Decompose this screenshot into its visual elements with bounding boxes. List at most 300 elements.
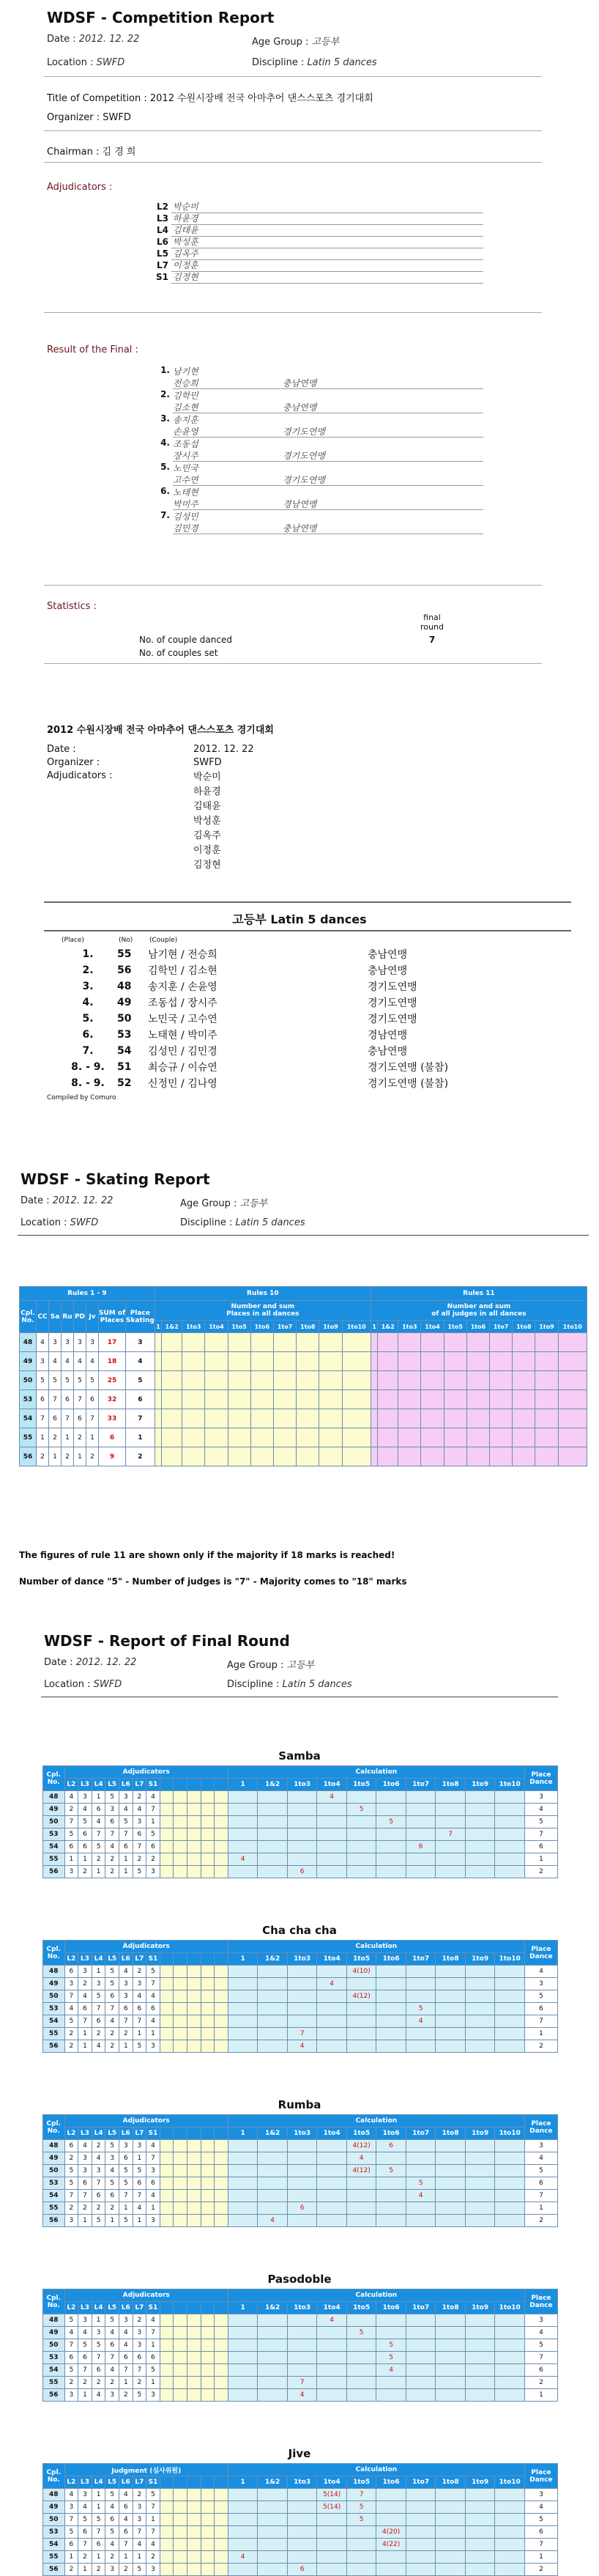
judge-mark [174, 2140, 187, 2152]
judge-mark: 2 [92, 1853, 105, 1866]
judge-mark: 7 [133, 2015, 146, 2028]
calc-cell [406, 2040, 436, 2053]
judge-code: L7 [133, 1779, 146, 1791]
judge-mark [215, 2152, 228, 2165]
judge-mark: 5 [64, 1828, 78, 1841]
rule10-cell [162, 1409, 182, 1428]
sum-of-places: 25 [99, 1371, 126, 1390]
calc-col-header: 1to10 [495, 2127, 525, 2140]
calc-cell [287, 1966, 317, 1978]
judge-mark: 5 [119, 2165, 133, 2177]
judge-mark: 6 [133, 2352, 146, 2364]
calc-cell [495, 2215, 525, 2227]
judge-code: S1 [146, 1779, 160, 1791]
judge-mark: 3 [146, 2215, 160, 2227]
judge-mark [215, 2327, 228, 2339]
summary-adjudicator: 이정훈 [193, 845, 221, 856]
judge-mark [160, 1866, 174, 1878]
judge-mark: 7 [78, 2364, 92, 2377]
calc-cell [228, 1990, 258, 2003]
judge-mark [174, 2028, 187, 2040]
judge-mark [201, 1966, 215, 1978]
judge-mark: 6 [119, 1841, 133, 1853]
judge-mark: 4 [64, 2003, 78, 2015]
calc-cell [465, 1978, 495, 1990]
calc-cell: 4 [376, 2364, 406, 2377]
calc-cell [406, 1990, 436, 2003]
judge-mark [160, 2015, 174, 2028]
adjudicators-header: Adjudicators [64, 1766, 228, 1779]
judge-mark: 2 [78, 2377, 92, 2389]
calc-cell [406, 1828, 436, 1841]
rules11-sub: Number and sum of all judges in all dances [371, 1301, 587, 1321]
rule11-cell [466, 1333, 489, 1352]
calc-col-header: 1to3 [182, 1321, 205, 1333]
calc-cell [258, 2202, 288, 2215]
judge-code: L6 [119, 1953, 133, 1966]
dance-row [43, 1990, 558, 2003]
judge-mark: 7 [133, 2190, 146, 2202]
calc-cell: 6 [287, 2564, 317, 2576]
judge-code: L5 [105, 1953, 119, 1966]
judge-mark [215, 2489, 228, 2501]
judge-mark: 5 [78, 1816, 92, 1828]
judge-code [201, 2476, 215, 2489]
calc-cell [495, 2040, 525, 2053]
calc-cell [436, 1990, 466, 2003]
rule10-cell [342, 1352, 371, 1371]
calc-cell [346, 2028, 376, 2040]
calc-cell [228, 2152, 258, 2165]
rule10-cell [342, 1447, 371, 1466]
judge-mark: 1 [146, 2339, 160, 2352]
place-dance: 1 [524, 2202, 557, 2215]
calc-cell [317, 2339, 347, 2352]
calc-cell [436, 2314, 466, 2327]
judge-mark [174, 2165, 187, 2177]
judge-code [187, 2127, 201, 2140]
calc-cell [228, 2539, 258, 2551]
calc-cell [465, 2040, 495, 2053]
couple-number: 50 [43, 2339, 65, 2352]
calc-cell: 5 [406, 2177, 436, 2190]
calc-cell [258, 2389, 288, 2402]
calc-cell [495, 2028, 525, 2040]
calc-cell [376, 1828, 406, 1841]
result-row: 7. 54 김성민 / 김민경 충남연맹 [82, 1045, 408, 1058]
calc-cell [287, 1791, 317, 1804]
toc-value: 2012 수원시장배 전국 아마추어 댄스스포츠 경기대회 [149, 93, 373, 104]
rule11-cell [535, 1371, 558, 1390]
judge-mark: 4 [146, 2539, 160, 2551]
rule10-cell [273, 1447, 296, 1466]
judge-mark [187, 1791, 201, 1804]
divider [44, 76, 542, 77]
rule10-cell [273, 1371, 296, 1390]
judge-mark: 3 [78, 2489, 92, 2501]
dance-place: 5 [37, 1371, 49, 1390]
calc-cell [406, 2551, 436, 2564]
rule10-cell [162, 1390, 182, 1409]
rule11-cell [535, 1390, 558, 1409]
judge-mark: 4 [78, 2140, 92, 2152]
summary-adjudicator: 김태윤 [193, 801, 221, 812]
organizer-row [47, 112, 131, 123]
calc-cell [436, 2489, 466, 2501]
judge-code: L2 [64, 1779, 78, 1791]
rule10-cell [182, 1352, 205, 1371]
calc-col-header: 1to5 [346, 1779, 376, 1791]
dance-place: 7 [86, 1409, 99, 1428]
dance-table [42, 2114, 558, 2227]
rule11-cell [535, 1447, 558, 1466]
judge-mark [174, 2040, 187, 2053]
judge-mark: 7 [146, 1804, 160, 1816]
calc-cell [287, 2551, 317, 2564]
judge-mark [215, 1841, 228, 1853]
dance-place: 3 [86, 1333, 99, 1352]
dance-row [43, 2389, 558, 2402]
calc-cell [287, 2015, 317, 2028]
calc-cell [495, 2352, 525, 2364]
rule11-cell [398, 1352, 421, 1371]
judge-mark [215, 2190, 228, 2202]
calc-cell [495, 2327, 525, 2339]
calc-cell [465, 2028, 495, 2040]
couple-number: 53 [43, 1828, 65, 1841]
judge-mark: 6 [78, 2177, 92, 2190]
calc-cell [258, 1966, 288, 1978]
rule10-cell [273, 1390, 296, 1409]
calc-col-header: 1to6 [376, 2302, 406, 2314]
rule11-cell [535, 1428, 558, 1447]
calc-cell [465, 2140, 495, 2152]
judge-mark: 2 [78, 1978, 92, 1990]
dance-place: 6 [49, 1409, 62, 1428]
dance-place: 2 [37, 1447, 49, 1466]
couple-number: 49 [43, 2327, 65, 2339]
calc-cell [228, 2177, 258, 2190]
calc-cell [495, 2140, 525, 2152]
calc-col-header: 1to10 [495, 1953, 525, 1966]
judge-mark [201, 2140, 215, 2152]
judge-mark [215, 2352, 228, 2364]
toc-row [47, 90, 373, 104]
stats-danced-value: 7 [428, 635, 436, 645]
calc-col-header: 1to6 [376, 2476, 406, 2489]
judge-mark [215, 2514, 228, 2526]
judge-code: L3 [78, 2302, 92, 2314]
calc-cell [228, 2364, 258, 2377]
judge-mark [187, 2003, 201, 2015]
calc-col-header: 1to6 [376, 2127, 406, 2140]
judge-mark [160, 2314, 174, 2327]
calc-col-header: 1&2 [258, 2476, 288, 2489]
calc-cell: 4 [346, 2152, 376, 2165]
calc-cell [465, 2377, 495, 2389]
judge-mark: 1 [146, 1816, 160, 1828]
summary-date-label: Date : [47, 744, 76, 755]
calc-cell [436, 2040, 466, 2053]
calc-cell: 5 [376, 2339, 406, 2352]
calc-col-header: 1to6 [376, 1953, 406, 1966]
dance-place: 7 [49, 1390, 62, 1409]
skating-location-row: Location : SWFD Discipline : Latin 5 dances [21, 1217, 305, 1228]
calc-col-header: 1to9 [535, 1321, 558, 1333]
calc-cell [436, 2015, 466, 2028]
couple-number: 55 [43, 1853, 65, 1866]
judge-code: L3 [78, 2127, 92, 2140]
calc-cell [287, 2215, 317, 2227]
judge-mark: 3 [119, 2314, 133, 2327]
calc-col-header: 1&2 [162, 1321, 182, 1333]
judge-code [215, 2127, 228, 2140]
rule11-cell [513, 1447, 535, 1466]
dance-place: 7 [74, 1390, 86, 1409]
rule11-cell [513, 1333, 535, 1352]
judge-mark [160, 2364, 174, 2377]
divider [44, 663, 542, 664]
calc-cell [317, 1966, 347, 1978]
judge-mark [215, 2501, 228, 2514]
calc-cell [287, 2152, 317, 2165]
calc-cell [346, 2389, 376, 2402]
calc-col-header: 1 [228, 1953, 258, 1966]
result-row: 3. 48 송지훈 / 손윤영 경기도연맹 [82, 981, 417, 993]
calc-cell [436, 2364, 466, 2377]
judge-mark [201, 1841, 215, 1853]
judge-code [187, 1779, 201, 1791]
dance-row [43, 2003, 558, 2015]
skating-note-2: Number of dance "5" - Number of judges is "7" - Majority comes to "18" marks [19, 1576, 407, 1587]
place-dance: 2 [524, 2040, 557, 2053]
summary-organizer-value: SWFD [193, 757, 222, 768]
calc-cell [287, 2177, 317, 2190]
calc-cell: 5 [376, 2165, 406, 2177]
rule10-cell [155, 1333, 162, 1352]
calc-cell [258, 1804, 288, 1816]
judge-mark: 4 [78, 1804, 92, 1816]
judge-mark [174, 1791, 187, 1804]
calc-cell [406, 1853, 436, 1866]
judge-mark: 1 [133, 2028, 146, 2040]
divider [18, 1235, 589, 1236]
judge-mark: 5 [146, 1828, 160, 1841]
rule10-cell [162, 1352, 182, 1371]
calc-cell [376, 1866, 406, 1878]
final-list [132, 365, 483, 534]
judge-code [174, 2476, 187, 2489]
judge-mark: 4 [78, 2501, 92, 2514]
dance-title: Cha cha cha [262, 1924, 337, 1937]
adjudicator-row: L4 김태윤 [132, 224, 483, 236]
dance-row [43, 2539, 558, 2551]
judge-mark: 7 [119, 2015, 133, 2028]
judge-mark [187, 2551, 201, 2564]
place-header: Place Skating [126, 1301, 155, 1333]
judge-mark: 7 [105, 2352, 119, 2364]
judge-code: L6 [119, 2476, 133, 2489]
judge-mark: 4 [105, 2165, 119, 2177]
judge-mark [187, 2339, 201, 2352]
results-list [59, 946, 571, 1091]
judge-mark [174, 2215, 187, 2227]
calc-col-header: 1to5 [228, 1321, 250, 1333]
calc-col-header: 1to7 [273, 1321, 296, 1333]
judge-code [174, 2127, 187, 2140]
calc-col-header: 1to5 [346, 2476, 376, 2489]
judge-mark [201, 2389, 215, 2402]
judge-mark [160, 1828, 174, 1841]
place-dance: 7 [524, 2015, 557, 2028]
judge-mark: 4 [119, 2514, 133, 2526]
calc-cell [495, 2514, 525, 2526]
calc-col-header: 1to6 [466, 1321, 489, 1333]
judge-mark: 4 [92, 2152, 105, 2165]
calc-cell [465, 2190, 495, 2202]
calc-cell [317, 2028, 347, 2040]
judge-code [201, 1953, 215, 1966]
calc-cell [406, 2539, 436, 2551]
rule11-cell [444, 1447, 466, 1466]
judge-mark: 3 [133, 2327, 146, 2339]
calc-col-header: 1to4 [205, 1321, 228, 1333]
judge-mark [215, 1866, 228, 1878]
calc-col-header: 1to8 [436, 2302, 466, 2314]
judge-code: L2 [64, 2476, 78, 2489]
dance-row [43, 2526, 558, 2539]
rules10-sub: Number and sum Places in all dances [155, 1301, 371, 1321]
calc-cell [436, 2165, 466, 2177]
dance-row [43, 2501, 558, 2514]
judge-mark [215, 2364, 228, 2377]
judge-mark [215, 2564, 228, 2576]
divider [44, 162, 542, 163]
judge-mark: 4 [146, 2314, 160, 2327]
calc-cell [258, 2152, 288, 2165]
calc-cell [228, 1966, 258, 1978]
calc-cell [436, 2177, 466, 2190]
calc-cell [465, 2314, 495, 2327]
adjudicators-header: Adjudicators [64, 1941, 228, 1953]
judge-mark [160, 2003, 174, 2015]
judge-mark: 2 [64, 2152, 78, 2165]
judge-mark: 1 [119, 2551, 133, 2564]
judge-mark: 4 [133, 1804, 146, 1816]
judge-mark: 4 [119, 1804, 133, 1816]
couple-number: 50 [43, 1990, 65, 2003]
calc-cell [287, 2003, 317, 2015]
judge-mark: 4 [92, 2040, 105, 2053]
calc-col-header: 1to10 [495, 2302, 525, 2314]
calc-col-header: 1to9 [465, 2302, 495, 2314]
judge-mark [201, 2003, 215, 2015]
calc-cell [258, 2339, 288, 2352]
judge-mark: 6 [146, 1841, 160, 1853]
calc-cell [376, 2377, 406, 2389]
rule11-cell [513, 1409, 535, 1428]
skating-note-1: The figures of rule 11 are shown only if the majority if 18 marks is reached! [19, 1550, 395, 1560]
rule10-cell [250, 1409, 273, 1428]
rule11-cell [421, 1390, 444, 1409]
rule11-cell [558, 1371, 587, 1390]
judge-mark [174, 2564, 187, 2576]
calc-cell [346, 2015, 376, 2028]
calc-cell [406, 2314, 436, 2327]
judge-code: L4 [92, 2476, 105, 2489]
judge-code [174, 1953, 187, 1966]
calc-cell [465, 1966, 495, 1978]
judge-code [160, 2302, 174, 2314]
place-skating: 5 [126, 1371, 155, 1390]
judge-mark: 7 [64, 1990, 78, 2003]
calc-cell [258, 2190, 288, 2202]
calc-cell [287, 2327, 317, 2339]
judge-mark: 5 [64, 2177, 78, 2190]
final-row: 3. 송지훈 손윤영 경기도연맹 [132, 413, 483, 438]
judge-mark [187, 2352, 201, 2364]
judge-mark [160, 2377, 174, 2389]
couple-number: 49 [20, 1352, 37, 1371]
calc-cell [406, 2352, 436, 2364]
judge-code: L6 [119, 2127, 133, 2140]
judge-mark [187, 1816, 201, 1828]
couple-number: 50 [43, 1816, 65, 1828]
couple-number: 56 [43, 2040, 65, 2053]
judge-code: L5 [105, 1779, 119, 1791]
rule11-cell [466, 1390, 489, 1409]
calc-cell [406, 2364, 436, 2377]
judge-mark: 3 [133, 1978, 146, 1990]
dance-table [42, 1765, 558, 1878]
dance-place: 5 [86, 1371, 99, 1390]
judge-mark: 1 [119, 2040, 133, 2053]
judge-mark [174, 2377, 187, 2389]
judge-mark: 7 [119, 2364, 133, 2377]
dance-row [43, 2165, 558, 2177]
calc-cell [376, 2177, 406, 2190]
judge-mark [201, 2551, 215, 2564]
judge-mark [201, 2015, 215, 2028]
judge-mark: 3 [78, 2314, 92, 2327]
couple-number: 54 [43, 2190, 65, 2202]
dance-code: Sa [49, 1301, 62, 1333]
rule11-cell [398, 1428, 421, 1447]
calc-cell: 5 [376, 2352, 406, 2364]
calc-cell [317, 2177, 347, 2190]
summary-adjudicator: 박성훈 [193, 816, 221, 827]
calc-cell [258, 2140, 288, 2152]
judge-mark [215, 1828, 228, 1841]
calc-col-header: 1to4 [421, 1321, 444, 1333]
judge-mark [201, 2314, 215, 2327]
judge-mark: 1 [92, 1966, 105, 1978]
skating-row [20, 1447, 587, 1466]
location-value: SWFD [96, 57, 125, 68]
final-row: 1. 남기현 전승희 충남연맹 [132, 365, 483, 389]
judge-mark [160, 2152, 174, 2165]
rule10-cell [228, 1333, 250, 1352]
judge-mark: 6 [105, 2190, 119, 2202]
calc-cell [228, 2389, 258, 2402]
adjudicator-row: L7 이정훈 [132, 259, 483, 271]
judge-mark: 2 [92, 2028, 105, 2040]
dance-table [42, 1940, 558, 2053]
calc-cell [465, 1828, 495, 1841]
calc-cell [495, 2501, 525, 2514]
final-row: 2. 김학민 김소현 충남연맹 [132, 389, 483, 413]
judge-mark: 3 [105, 1804, 119, 1816]
